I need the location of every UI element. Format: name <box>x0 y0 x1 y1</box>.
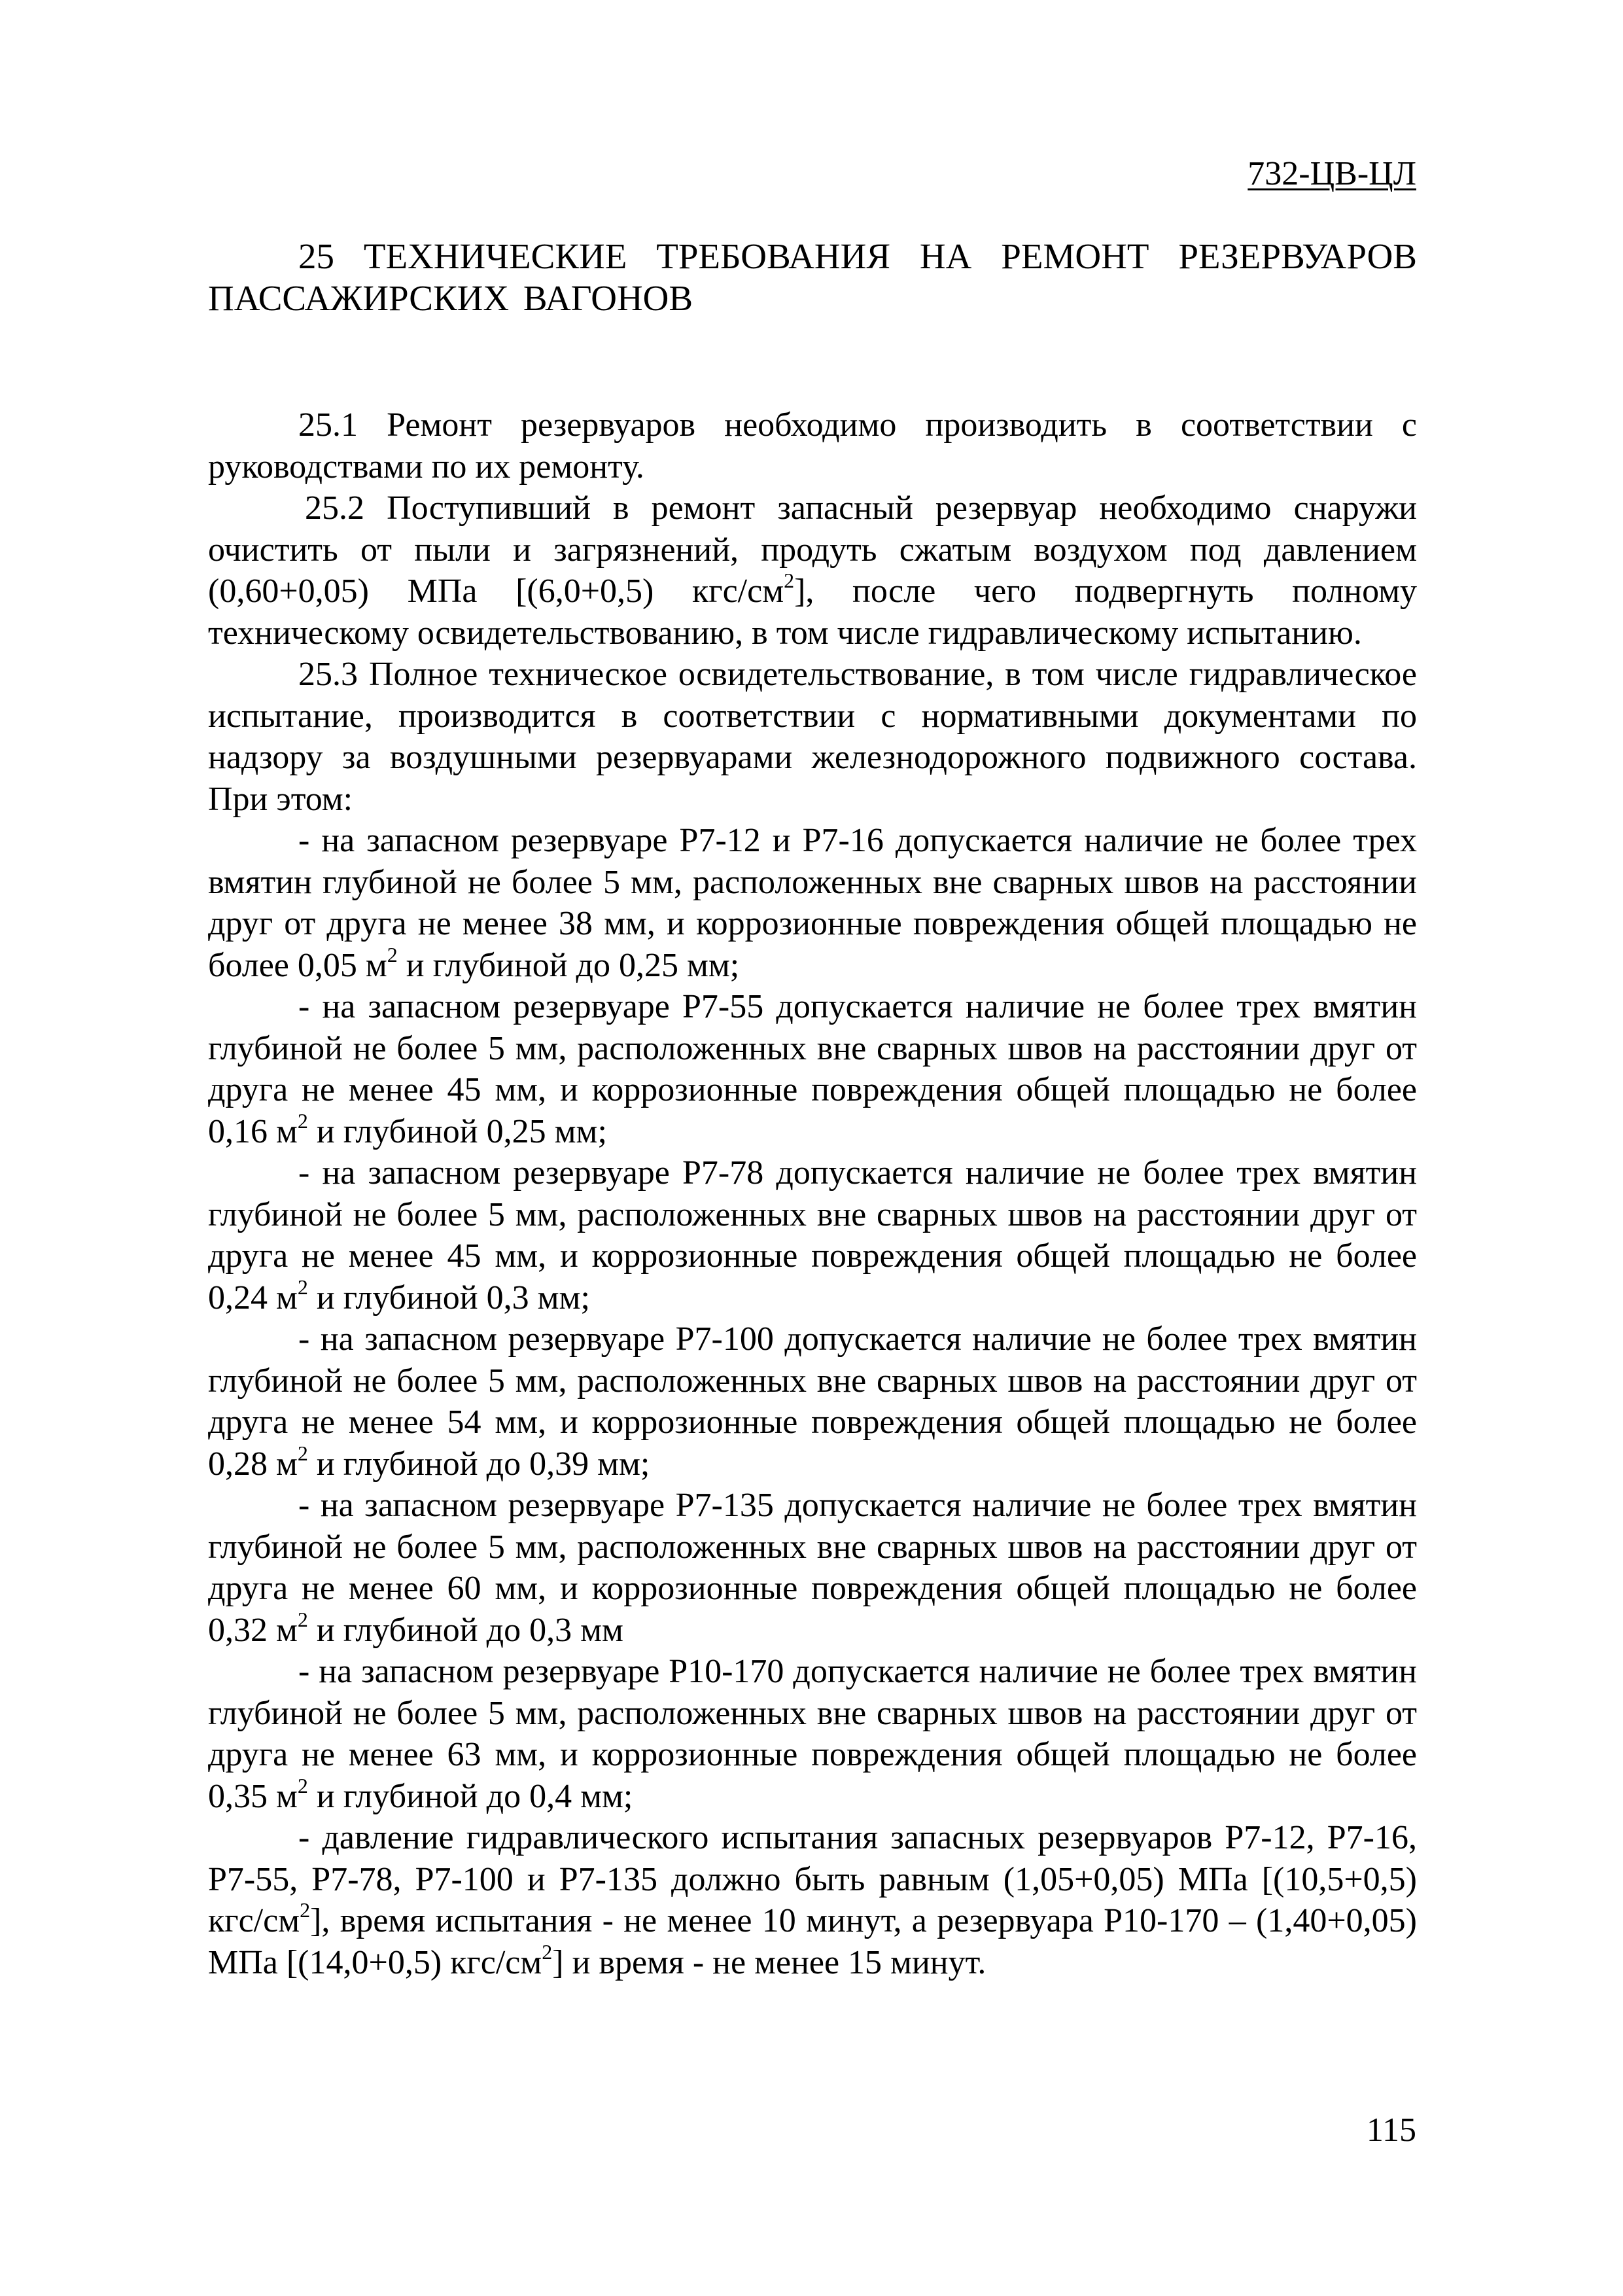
list-item-text-b: и глубиной до 0,4 мм; <box>307 1777 633 1815</box>
pressure-text-a: - давление гидравлического испытания запасных резервуаров Р7-12, Р7-16, Р7-55, Р7-78, Р7-100 и Р7-135 должно быть равным (1,05+0,05) МПа [(10,5+0,5) кгс/см <box>208 1819 1417 1939</box>
paragraph-25-2 <box>208 487 1417 654</box>
superscript: 2 <box>297 1607 308 1631</box>
paragraph-25-2-text-a: 25.2 Поступивший в ремонт запасный резервуар необходимо снаружи очистить от пыли и загрязнений, продуть сжатым воздухом под давлением (0,60+0,05) МПа [(6,0+0,5) кгс/см <box>208 489 1417 610</box>
superscript: 2 <box>542 1939 553 1964</box>
superscript: 2 <box>784 569 795 592</box>
list-item <box>208 820 1417 986</box>
list-item <box>208 1651 1417 1817</box>
document-code: 732-ЦВ-ЦЛ <box>1248 155 1416 192</box>
superscript: 2 <box>297 1441 308 1465</box>
list-item-text-b: и глубиной до 0,25 мм; <box>397 946 740 984</box>
list-item-text-a: - на запасном резервуаре Р7-78 допускается наличие не более трех вмятин глубиной не более 5 мм, расположенных вне сварных швов на расстоянии друг от друга не менее 45 мм, и коррозионные повреждения общей площадью не более 0,24 м <box>208 1154 1417 1316</box>
list-item-text-a: - на запасном резервуаре Р7-55 допускается наличие не более трех вмятин глубиной не более 5 мм, расположенных вне сварных швов на расстоянии друг от друга не менее 45 мм, и коррозионные повреждения общей площадью не более 0,16 м <box>208 988 1417 1150</box>
list-item-text-a: - на запасном резервуаре Р7-135 допускается наличие не более трех вмятин глубиной не более 5 мм, расположенных вне сварных швов на расстоянии друг от друга не менее 60 мм, и коррозионные повреждения общей площадью не более 0,32 м <box>208 1487 1417 1649</box>
superscript: 2 <box>300 1898 311 1922</box>
pressure-text-c: ] и время - не менее 15 минут. <box>552 1943 986 1981</box>
list-item <box>208 1152 1417 1318</box>
list-item-text-b: и глубиной до 0,3 мм <box>307 1611 623 1649</box>
list-item-text-b: и глубиной до 0,39 мм; <box>307 1445 650 1483</box>
paragraph-25-3: 25.3 Полное техническое освидетельствование, в том числе гидравлическое испытание, производится в соответствии с нормативными документами по надзору за воздушными резервуарами железнодорожного подвижного состава. При этом: <box>208 656 1417 818</box>
page-content <box>208 236 1417 1983</box>
list-item-pressure <box>208 1817 1417 1983</box>
list-item <box>208 1485 1417 1651</box>
list-item-text-a: - на запасном резервуаре Р7-12 и Р7-16 допускается наличие не более трех вмятин глубиной не более 5 мм, расположенных вне сварных швов на расстоянии друг от друга не менее 38 мм, и коррозионные повреждения общей площадью не более 0,05 м <box>208 822 1417 984</box>
list-item-text-a: - на запасном резервуаре Р7-100 допускается наличие не более трех вмятин глубиной не более 5 мм, расположенных вне сварных швов на расстоянии друг от друга не менее 54 мм, и коррозионные повреждения общей площадью не более 0,28 м <box>208 1320 1417 1483</box>
requirements-list <box>208 820 1417 1983</box>
paragraph-25-1: 25.1 Ремонт резервуаров необходимо производить в соответствии с руководствами по их ремонту. <box>208 406 1417 486</box>
superscript: 2 <box>297 1108 308 1133</box>
superscript: 2 <box>297 1773 308 1797</box>
list-item-text-b: и глубиной 0,3 мм; <box>307 1279 590 1316</box>
superscript: 2 <box>297 1275 308 1299</box>
list-item <box>208 1318 1417 1485</box>
list-item-text-a: - на запасном резервуаре Р10-170 допускается наличие не более трех вмятин глубиной не более 5 мм, расположенных вне сварных швов на расстоянии друг от друга не менее 63 мм, и коррозионные повреждения общей площадью не более 0,35 м <box>208 1653 1417 1815</box>
section-title: 25 ТЕХНИЧЕСКИЕ ТРЕБОВАНИЯ НА РЕМОНТ РЕЗЕРВУАРОВ ПАССАЖИРСКИХ ВАГОНОВ <box>208 236 1417 318</box>
paragraph-25-2-text-b: ], после чего подвергнуть полному техническому освидетельствованию, в том числе гидравлическому испытанию. <box>208 573 1417 652</box>
list-item-text-b: и глубиной 0,25 мм; <box>307 1112 607 1150</box>
pressure-text-b: ], время испытания - не менее 10 минут, а резервуара Р10-170 – (1,40+0,05) МПа [(14,0+0,5) кгс/см <box>208 1902 1417 1981</box>
page-number: 115 <box>1366 2111 1416 2149</box>
superscript: 2 <box>387 942 398 966</box>
list-item <box>208 986 1417 1152</box>
